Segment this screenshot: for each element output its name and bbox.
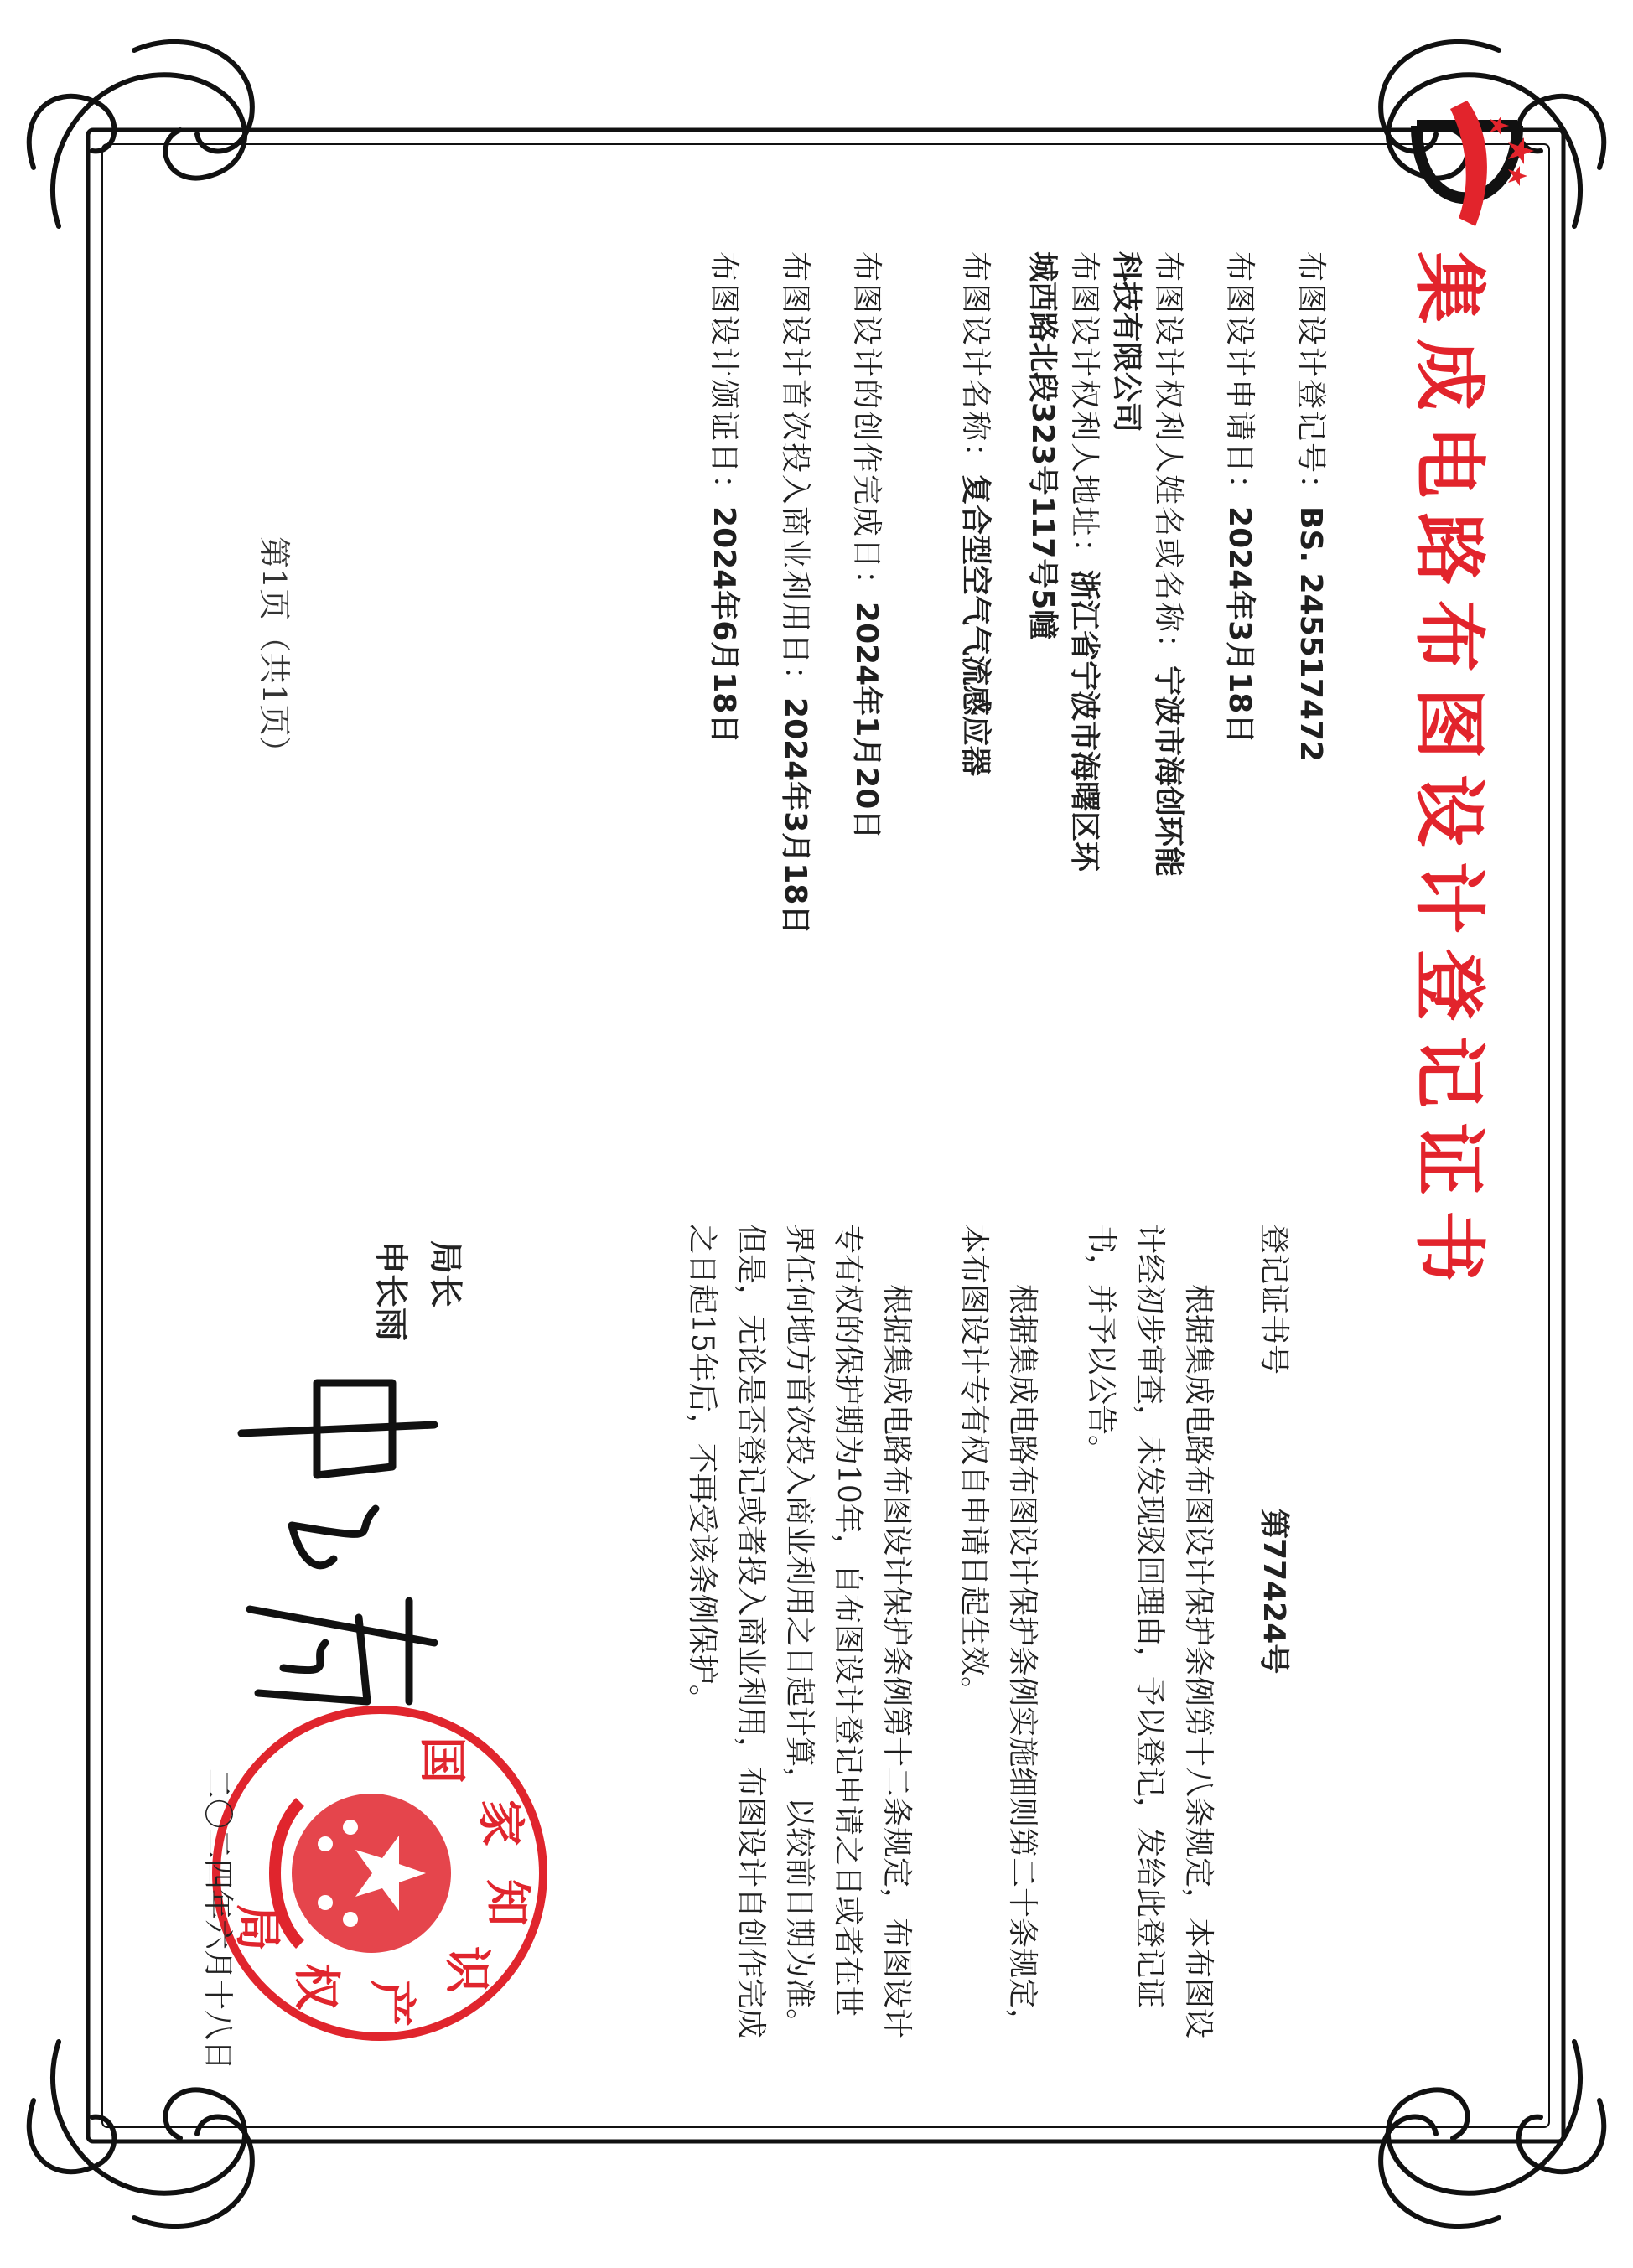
field-value: 宁波市海创环能科技有限公司 [1109, 251, 1185, 878]
field-rights-holder [1105, 251, 1189, 888]
field-issue-date [702, 251, 744, 1090]
certificate-number-label: 登记证书号 [1257, 1224, 1291, 1375]
issue-date: 二〇二四年六月十八日 [200, 1768, 235, 2071]
paragraph-effective: 根据集成电路布图设计保护条例实施细则第二十条规定，本布图设计专有权自申请日起生效。 [956, 1224, 1039, 2039]
svg-text:权: 权 [288, 1963, 344, 2010]
field-label: 布图设计权利人地址： [1067, 251, 1102, 571]
svg-text:产: 产 [364, 1980, 419, 2027]
svg-text:家: 家 [473, 1799, 528, 1846]
field-label: 布图设计登记号： [1293, 251, 1328, 507]
svg-text:国: 国 [414, 1737, 469, 1784]
official-seal [208, 1701, 552, 2045]
field-creation-date [845, 251, 887, 1090]
field-label: 布图设计权利人姓名或名称： [1151, 251, 1185, 666]
field-value: 2024年1月20日 [849, 602, 884, 840]
paragraph-registration: 根据集成电路布图设计保护条例第十八条规定，本布图设计经初步审查，未发现驳回理由，予以登记，发给此登记证书，并予以公告。 [1084, 1224, 1216, 2039]
field-value: 2024年6月18日 [707, 506, 741, 744]
certificate-title: 集成电路布图设计登记证书 [1407, 251, 1490, 1297]
field-application-date [1218, 251, 1260, 1090]
field-rights-holder-address [1021, 251, 1105, 888]
field-label: 布图设计名称： [958, 251, 993, 475]
ic-layout-logo-icon [1392, 92, 1542, 235]
svg-text:局: 局 [230, 1904, 285, 1951]
field-label: 布图设计的创作完成日： [849, 251, 884, 603]
field-value: 2024年3月18日 [778, 697, 812, 935]
director-title: 局长 [426, 1240, 464, 1307]
field-label: 布图设计首次投入商业利用日： [778, 251, 812, 698]
field-design-name [954, 251, 996, 1090]
svg-text:知: 知 [480, 1879, 535, 1926]
field-value: 复合型空气气流感应器 [958, 474, 993, 777]
director-signature [225, 1366, 443, 1727]
field-label: 布图设计颁证日： [707, 251, 741, 507]
field-value: 浙江省宁波市海曙区环城西路北段323号117号5幢 [1025, 251, 1102, 873]
director-name: 申长雨 [371, 1240, 410, 1341]
certificate-number-value: 第77424号 [1257, 1509, 1291, 1675]
field-first-commercial-use-date [774, 251, 816, 1090]
field-value: BS. 245517472 [1293, 506, 1328, 763]
svg-text:识: 识 [439, 1946, 495, 1993]
certificate-number [1255, 1224, 1298, 1674]
paragraph-protection-term: 根据集成电路布图设计保护条例第十二条规定，布图设计专有权的保护期为10年，自布图设计登记申请之日或者在世界任何地方首次投入商业利用之日起计算，以较前日期为准。但是，无论是否登记或者投入商业利用，布图设计自创作完成之日起15年后，不再受该条例保护。 [685, 1224, 914, 2039]
page-number: 第1页（共1页） [256, 536, 293, 769]
field-label: 布图设计申请日： [1222, 251, 1257, 507]
field-value: 2024年3月18日 [1222, 506, 1257, 744]
field-registration-number [1289, 251, 1331, 1090]
